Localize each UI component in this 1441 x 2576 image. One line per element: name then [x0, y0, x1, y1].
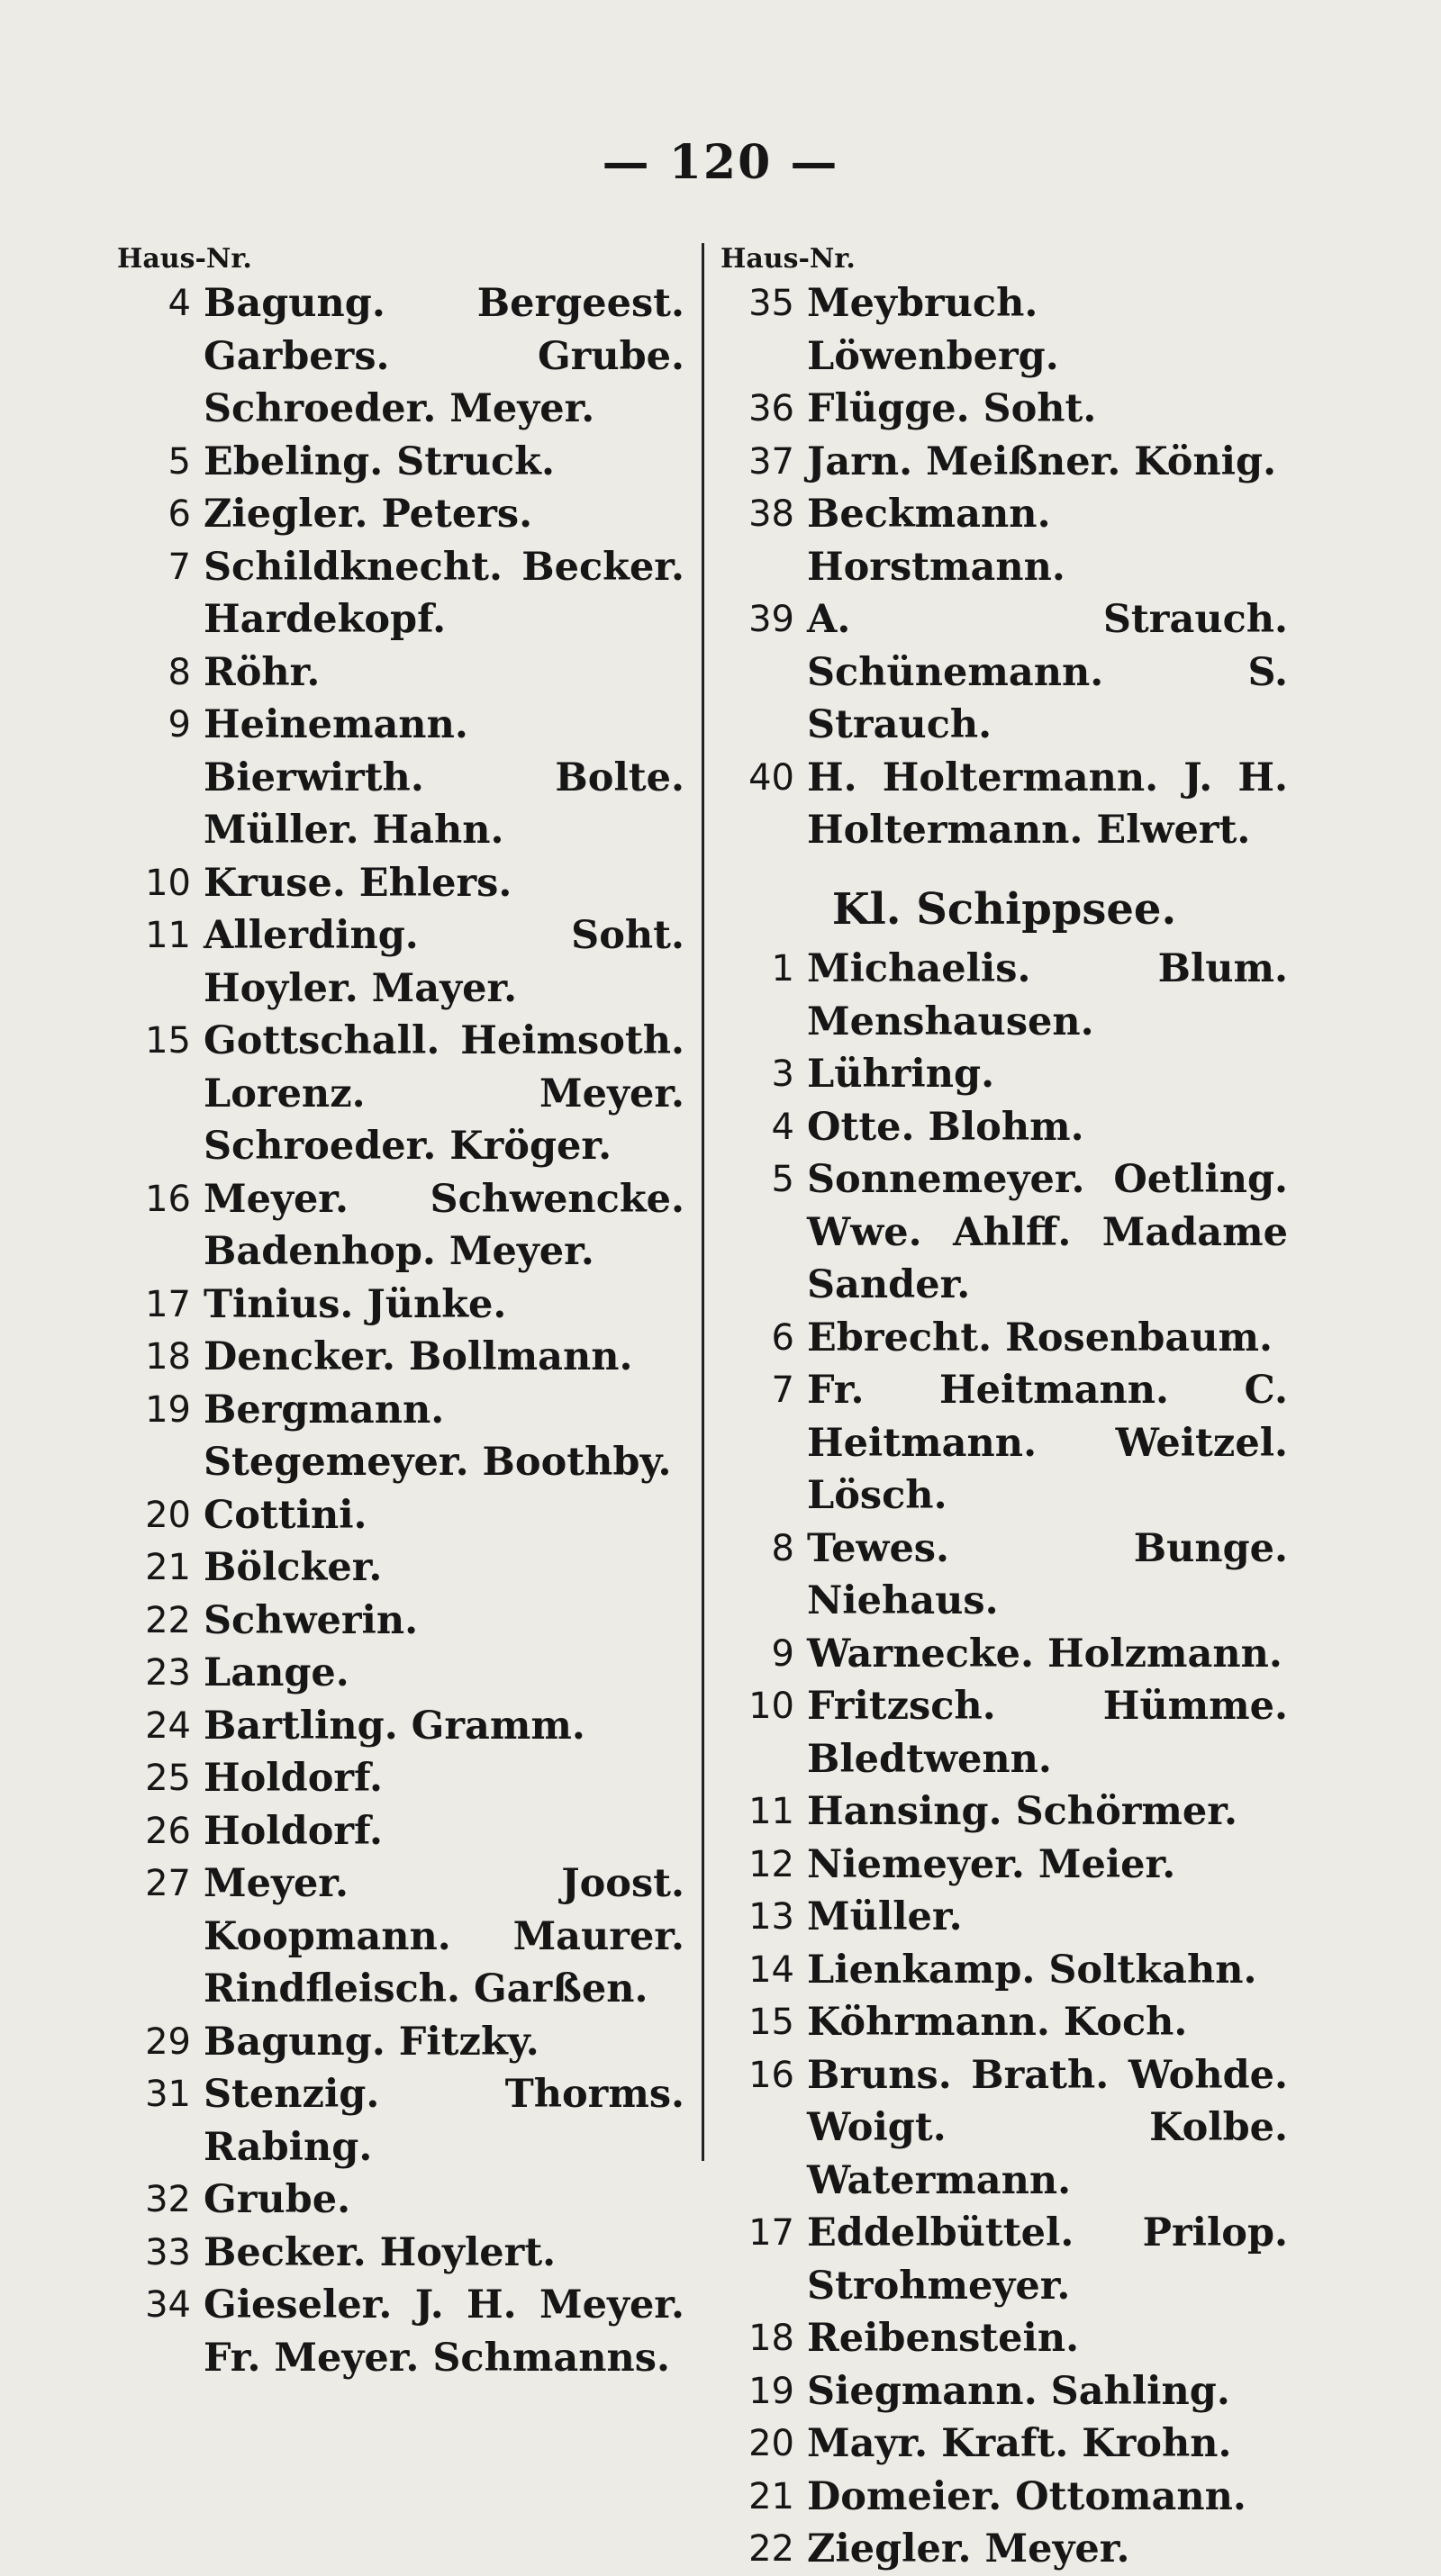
- directory-entry: [117, 1700, 684, 1753]
- house-number: 13: [748, 1896, 794, 1938]
- resident-names: Grube.: [204, 2177, 351, 2222]
- resident-names: Lühring.: [807, 1052, 995, 1097]
- house-number: 11: [748, 1791, 794, 1832]
- directory-entry: [720, 488, 1288, 593]
- resident-names: Jarn. Meißner. König.: [807, 438, 1277, 484]
- left-column: [117, 241, 684, 2384]
- house-number: 31: [145, 2074, 191, 2115]
- resident-names: Cottini.: [204, 1492, 367, 1538]
- directory-entry: [117, 1015, 684, 1173]
- resident-names: Bergmann. Stegemeyer. Boothby.: [204, 1387, 672, 1485]
- directory-entry: [117, 1489, 684, 1542]
- directory-entry: [117, 1647, 684, 1700]
- resident-names: Michaelis. Blum. Menshausen.: [807, 946, 1288, 1044]
- house-number: 29: [145, 2020, 191, 2063]
- directory-entry: [720, 2523, 1288, 2576]
- resident-names: Schwerin.: [204, 1597, 419, 1643]
- house-number: 36: [748, 388, 794, 429]
- page-number: — 120 —: [602, 135, 839, 190]
- directory-entry: [720, 436, 1288, 489]
- directory-entry: [720, 1048, 1288, 1101]
- resident-names: Reibenstein.: [807, 2316, 1080, 2361]
- house-number: 7: [771, 1369, 794, 1411]
- directory-entry: [117, 1279, 684, 1332]
- house-number: 12: [748, 1843, 794, 1885]
- directory-entry: [117, 646, 684, 700]
- resident-names: Siegmann. Sahling.: [807, 2368, 1230, 2414]
- resident-names: Fritzsch. Hümme. Bledtwenn.: [807, 1684, 1288, 1782]
- house-number: 17: [145, 1283, 191, 1325]
- directory-entry: [720, 1153, 1288, 1312]
- directory-entry: [720, 2418, 1288, 2471]
- left-entry-list: [117, 277, 684, 2384]
- resident-names: Ebrecht. Rosenbaum.: [807, 1315, 1273, 1360]
- resident-names: Mayr. Kraft. Krohn.: [807, 2421, 1232, 2466]
- resident-names: Bagung. Fitzky.: [204, 2019, 539, 2065]
- resident-names: Köhrmann. Koch.: [807, 2000, 1188, 2045]
- house-number: 18: [145, 1336, 191, 1378]
- house-number: 35: [748, 283, 794, 324]
- directory-entry: [720, 1944, 1288, 1997]
- house-number: 14: [748, 1948, 794, 1991]
- directory-entry: [720, 1785, 1288, 1839]
- resident-names: Ziegler. Meyer.: [807, 2526, 1130, 2571]
- house-number: 10: [748, 1686, 794, 1727]
- resident-names: Meybruch. Löwenberg.: [807, 281, 1059, 379]
- right-entry-list: [720, 277, 1288, 857]
- house-number: 10: [145, 862, 191, 904]
- house-number: 19: [145, 1388, 191, 1431]
- resident-names: Tinius. Jünke.: [204, 1281, 507, 1327]
- directory-entry: [720, 2207, 1288, 2312]
- directory-entry: [117, 2068, 684, 2174]
- resident-names: Sonnemeyer. Oetling. Wwe. Ahlff. Madame Sander.: [807, 1157, 1288, 1307]
- directory-entry: [117, 909, 684, 1015]
- resident-names: Röhr.: [204, 649, 321, 695]
- section-title: Kl. Schippsee.: [831, 883, 1177, 935]
- house-number: 20: [145, 1494, 191, 1536]
- house-number: 6: [168, 493, 191, 535]
- house-number: 22: [748, 2528, 794, 2570]
- directory-entry: [720, 2365, 1288, 2418]
- resident-names: Fr. Heitmann. C. Heitmann. Weitzel. Lösch.: [807, 1368, 1288, 1518]
- house-number: 34: [145, 2284, 191, 2326]
- resident-names: Domeier. Ottomann.: [807, 2473, 1246, 2519]
- house-number: 21: [145, 1547, 191, 1588]
- resident-names: Stenzig. Thorms. Rabing.: [204, 2072, 684, 2170]
- directory-entry: [117, 488, 684, 541]
- house-number: 38: [748, 493, 794, 535]
- house-number: 17: [748, 2212, 794, 2254]
- house-number: 5: [168, 440, 191, 483]
- house-number: 25: [145, 1758, 191, 1799]
- resident-names: Gottschall. Heimsoth. Lorenz. Meyer. Schroeder. Kröger.: [204, 1018, 684, 1169]
- house-number: 23: [145, 1652, 191, 1694]
- directory-entry: [720, 1839, 1288, 1892]
- directory-entry: [117, 1752, 684, 1805]
- resident-names: Eddelbüttel. Prilop. Strohmeyer.: [807, 2210, 1288, 2309]
- resident-names: Lienkamp. Soltkahn.: [807, 1947, 1257, 1993]
- resident-names: Bölcker.: [204, 1545, 383, 1590]
- directory-entry: [720, 383, 1288, 436]
- directory-entry: [720, 1628, 1288, 1681]
- house-number: 32: [145, 2179, 191, 2220]
- house-number: 16: [145, 1178, 191, 1220]
- house-number: 21: [748, 2475, 794, 2517]
- house-number: 8: [771, 1527, 794, 1569]
- house-number: 33: [145, 2231, 191, 2273]
- house-number-header: Haus-Nr.: [720, 243, 856, 275]
- house-number: 9: [168, 704, 191, 746]
- directory-entry: [117, 1857, 684, 2016]
- house-number: 40: [748, 756, 794, 799]
- directory-entry: [720, 1891, 1288, 1944]
- directory-entry: [720, 1680, 1288, 1785]
- right-column: [720, 241, 1288, 2576]
- resident-names: Gieseler. J. H. Meyer. Fr. Meyer. Schmanns.: [204, 2282, 684, 2381]
- column-divider: [702, 243, 704, 2161]
- resident-names: Holdorf.: [204, 1756, 383, 1801]
- resident-names: Ziegler. Peters.: [204, 492, 533, 537]
- resident-names: Müller.: [807, 1894, 963, 1939]
- house-number: 24: [145, 1704, 191, 1747]
- house-number: 20: [748, 2423, 794, 2464]
- house-number: 39: [748, 599, 794, 640]
- directory-entry: [720, 1996, 1288, 2049]
- resident-names: Kruse. Ehlers.: [204, 860, 512, 906]
- house-number: 37: [748, 440, 794, 483]
- directory-entry: [117, 277, 684, 436]
- resident-names: Bartling. Gramm.: [204, 1703, 585, 1749]
- resident-names: Ebeling. Struck.: [204, 438, 555, 484]
- house-number: 16: [748, 2054, 794, 2096]
- house-number: 22: [145, 1599, 191, 1641]
- house-number: 15: [145, 1020, 191, 1062]
- directory-entry: [720, 2312, 1288, 2365]
- house-number: 4: [771, 1106, 794, 1148]
- directory-entry: [720, 1312, 1288, 1365]
- directory-entry: [720, 2049, 1288, 2208]
- directory-entry: [117, 541, 684, 646]
- directory-entry: [720, 593, 1288, 752]
- house-number: 5: [771, 1159, 794, 1200]
- house-number: 7: [168, 546, 191, 588]
- house-number: 26: [145, 1810, 191, 1852]
- resident-names: Heinemann. Bierwirth. Bolte. Müller. Hahn.: [204, 702, 684, 853]
- resident-names: Niemeyer. Meier.: [807, 1841, 1176, 1887]
- house-number: 3: [771, 1053, 794, 1095]
- resident-names: Lange.: [204, 1650, 349, 1695]
- house-number: 1: [771, 948, 794, 990]
- resident-names: Tewes. Bunge. Niehaus.: [807, 1525, 1288, 1623]
- directory-entry: [720, 1101, 1288, 1154]
- house-number: 9: [771, 1632, 794, 1675]
- directory-entry: [117, 1805, 684, 1858]
- directory-entry: [117, 1541, 684, 1595]
- directory-entry: [117, 436, 684, 489]
- house-number: 19: [748, 2370, 794, 2412]
- house-number: 8: [168, 651, 191, 693]
- house-number: 18: [748, 2318, 794, 2359]
- directory-entry: [117, 2279, 684, 2384]
- directory-entry: [117, 2227, 684, 2280]
- directory-entry: [720, 1523, 1288, 1628]
- house-number-header: Haus-Nr.: [117, 243, 252, 275]
- directory-entry: [720, 2471, 1288, 2524]
- directory-entry: [117, 2016, 684, 2069]
- resident-names: Dencker. Bollmann.: [204, 1334, 633, 1379]
- directory-entry: [117, 1173, 684, 1279]
- resident-names: Holdorf.: [204, 1808, 383, 1854]
- directory-entry: [720, 1364, 1288, 1523]
- directory-entry: [720, 752, 1288, 857]
- resident-names: H. Holtermann. J. H. Holtermann. Elwert.: [807, 755, 1288, 853]
- directory-entry: [117, 1595, 684, 1648]
- resident-names: Warnecke. Holzmann.: [807, 1631, 1282, 1677]
- resident-names: Bruns. Brath. Wohde. Woigt. Kolbe. Watermann.: [807, 2052, 1288, 2203]
- resident-names: Hansing. Schörmer.: [807, 1789, 1237, 1834]
- section-entry-list: [720, 943, 1288, 2576]
- resident-names: Meyer. Schwencke. Badenhop. Meyer.: [204, 1176, 684, 1274]
- directory-entry: [117, 1331, 684, 1384]
- resident-names: Allerding. Soht. Hoyler. Mayer.: [204, 913, 684, 1011]
- house-number: 15: [748, 2002, 794, 2043]
- house-number: 6: [771, 1316, 794, 1359]
- resident-names: Meyer. Joost. Koopmann. Maurer. Rindfleisch. Garßen.: [204, 1861, 684, 2011]
- resident-names: Bagung. Bergeest. Garbers. Grube. Schroeder. Meyer.: [204, 281, 684, 431]
- resident-names: Beckmann. Horstmann.: [807, 492, 1065, 590]
- resident-names: Schildknecht. Becker. Hardekopf.: [204, 544, 684, 642]
- resident-names: Becker. Hoylert.: [204, 2229, 557, 2275]
- house-number: 11: [145, 915, 191, 956]
- directory-entry: [117, 857, 684, 910]
- resident-names: A. Strauch. Schünemann. S. Strauch.: [807, 597, 1288, 747]
- directory-entry: [117, 1384, 684, 1489]
- resident-names: Otte. Blohm.: [807, 1104, 1084, 1150]
- resident-names: Flügge. Soht.: [807, 386, 1097, 431]
- directory-entry: [117, 2174, 684, 2227]
- house-number: 27: [145, 1863, 191, 1904]
- directory-entry: [720, 277, 1288, 383]
- directory-entry: [720, 943, 1288, 1048]
- house-number: 4: [168, 283, 191, 324]
- directory-entry: [117, 699, 684, 857]
